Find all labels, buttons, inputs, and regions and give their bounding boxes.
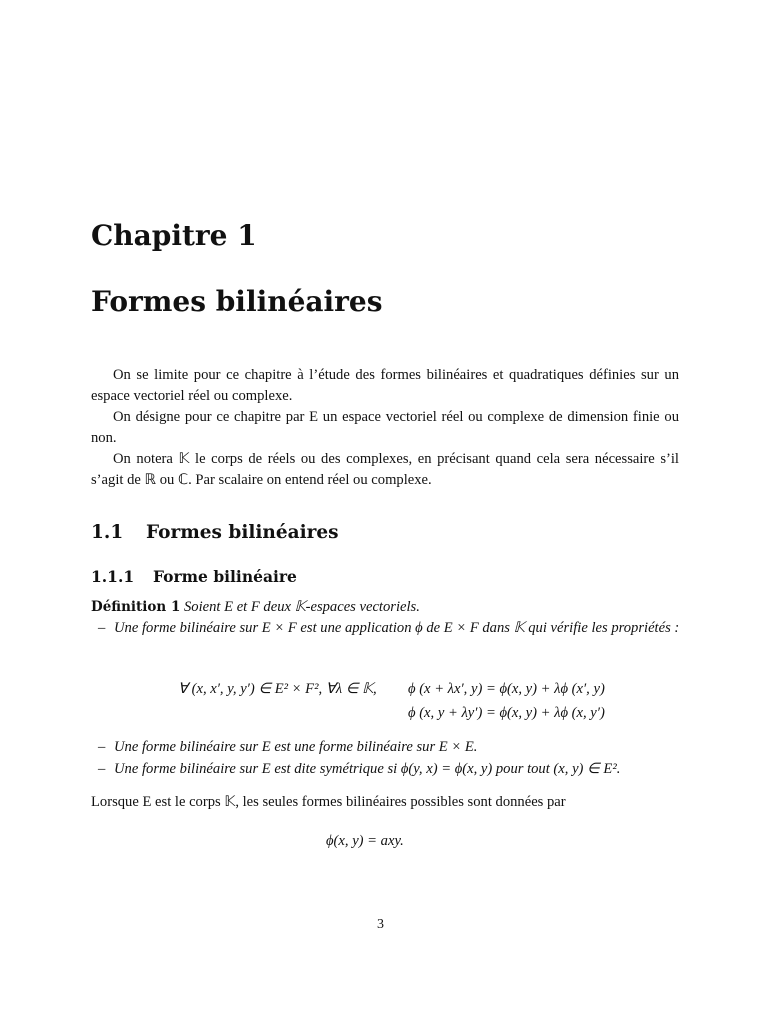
intro-paragraph-3: On notera 𝕂 le corps de réels ou des complexes, en précisant quand cela sera nécessaire s’il s’agit de ℝ ou ℂ. Par scalaire on entend réel ou complexe.	[91, 451, 679, 488]
intro-text	[91, 365, 679, 491]
definition-label: Définition 1	[91, 599, 181, 615]
subsection-heading	[91, 566, 297, 588]
section-number: 1.1	[91, 522, 124, 543]
display-equation: ϕ(x, y) = axy.	[326, 833, 404, 849]
equation-line-2: ϕ (x, y + λy′) = ϕ(x, y) + λϕ (x, y′)	[408, 705, 605, 721]
chapter-label: Chapitre 1	[91, 219, 257, 252]
bullet-dash: –	[98, 739, 106, 755]
bilinearity-equations	[178, 677, 605, 725]
definition-bullet-2	[91, 736, 691, 758]
remark-paragraph: Lorsque E est le corps 𝕂, les seules formes bilinéaires possibles sont données par	[91, 794, 566, 810]
section-title: Formes bilinéaires	[146, 522, 339, 543]
chapter-title: Formes bilinéaires	[91, 285, 383, 318]
bullet-dash: –	[98, 620, 106, 636]
definition-bullet-1-text: Une forme bilinéaire sur E × F est une application ϕ de E × F dans 𝕂 qui vérifie les propriétés :	[114, 620, 680, 636]
definition-bullets-continued	[91, 736, 691, 780]
equation-quantifier: ∀ (x, x′, y, y′) ∈ E² × F², ∀λ ∈ 𝕂,	[178, 681, 377, 697]
definition-bullet-3	[91, 758, 691, 780]
definition-bullet-1	[91, 618, 681, 639]
definition-bullet-3-text: Une forme bilinéaire sur E est dite symétrique si ϕ(y, x) = ϕ(x, y) pour tout (x, y) ∈ E².	[114, 761, 621, 777]
intro-paragraph-1: On se limite pour ce chapitre à l’étude des formes bilinéaires et quadratiques définies sur un espace vectoriel réel ou complexe.	[91, 367, 679, 404]
definition-intro: Soient E et F deux 𝕂-espaces vectoriels.	[184, 599, 420, 615]
equation-row-1	[178, 677, 605, 701]
section-heading	[91, 520, 339, 546]
definition-bullet-2-text: Une forme bilinéaire sur E est une forme bilinéaire sur E × E.	[114, 739, 478, 755]
equation-row-2	[178, 701, 605, 725]
subsection-number: 1.1.1	[91, 567, 135, 586]
definition-head	[91, 597, 681, 618]
subsection-title: Forme bilinéaire	[153, 567, 297, 586]
intro-paragraph-2: On désigne pour ce chapitre par E un espace vectoriel réel ou complexe de dimension finie ou non.	[91, 409, 679, 446]
bullet-dash: –	[98, 761, 106, 777]
page-number: 3	[377, 917, 384, 932]
equation-line-1: ϕ (x + λx′, y) = ϕ(x, y) + λϕ (x′, y)	[408, 681, 605, 697]
definition-block	[91, 597, 681, 639]
